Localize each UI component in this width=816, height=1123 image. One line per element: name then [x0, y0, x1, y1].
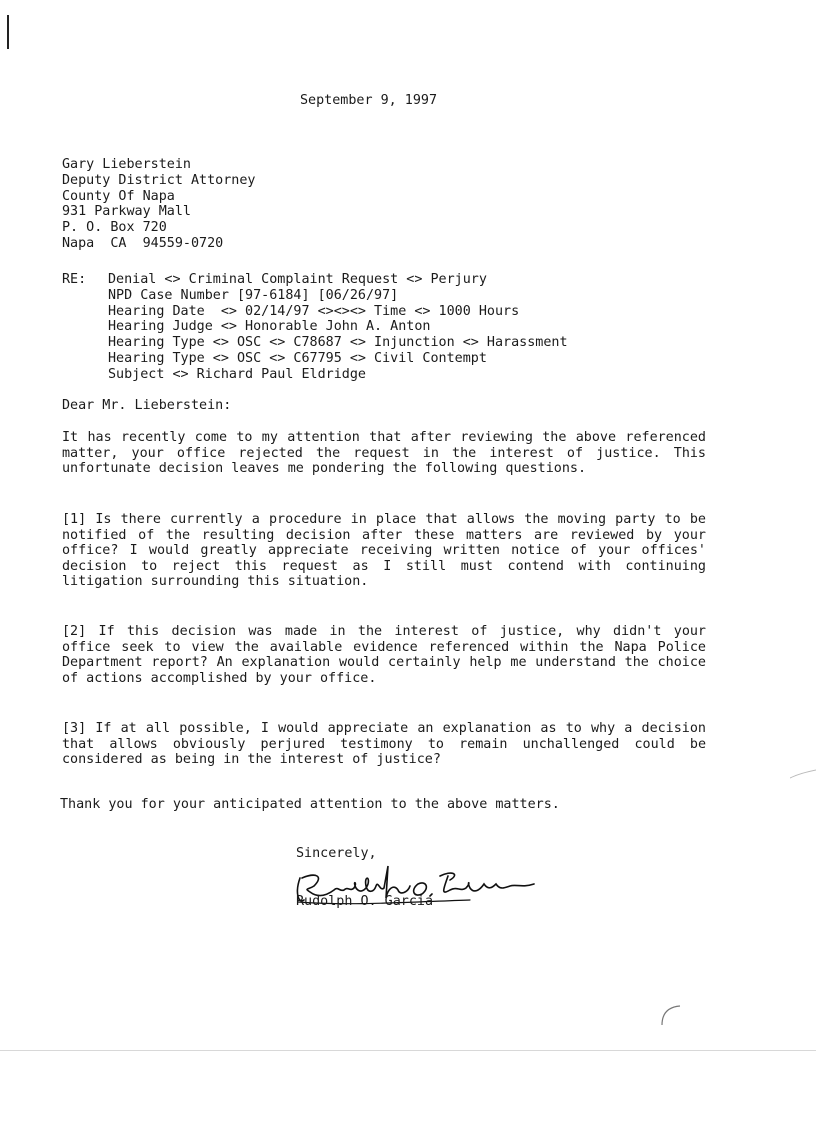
body-paragraph-question-1: [1] Is there currently a procedure in place that allows the moving party to be notified of the resulting decision after these matters are reviewed by your office? I would greatly appreciate receiving written notice of your offices' decision to reject this request as I still must contend with continuing litigation surrounding this situation. — [62, 512, 706, 590]
thank-you-line: Thank you for your anticipated attention to the above matters. — [60, 797, 560, 812]
re-line: Subject <> Richard Paul Eldridge — [108, 366, 366, 382]
re-line: Hearing Type <> OSC <> C67795 <> Civil Contempt — [108, 350, 487, 366]
signer-name: Rudolph O. Garcia — [296, 894, 434, 909]
re-block — [108, 272, 568, 383]
re-label: RE: — [62, 272, 87, 287]
recipient-line: Gary Lieberstein — [62, 157, 191, 172]
recipient-line: County Of Napa — [62, 188, 175, 204]
recipient-address — [62, 157, 255, 252]
re-line: Hearing Type <> OSC <> C78687 <> Injunction <> Harassment — [108, 335, 568, 351]
body-paragraph-question-3: [3] If at all possible, I would appreciate an explanation as to why a decision that allows obviously perjured testimony to remain unchallenged could be considered as being in the interest of justice? — [62, 721, 706, 768]
re-line: Denial <> Criminal Complaint Request <> Perjury — [108, 272, 487, 287]
scan-artifact — [660, 1003, 684, 1027]
recipient-line: P. O. Box 720 — [62, 220, 167, 236]
recipient-line: Deputy District Attorney — [62, 172, 256, 188]
salutation: Dear Mr. Lieberstein: — [62, 398, 232, 413]
recipient-line: 931 Parkway Mall — [62, 204, 191, 220]
closing: Sincerely, — [296, 846, 377, 861]
page-edge — [0, 1050, 816, 1051]
scan-artifact — [790, 768, 816, 780]
re-line: Hearing Date <> 02/14/97 <><><> Time <> 1000 Hours — [108, 303, 520, 319]
margin-mark — [7, 15, 9, 49]
body-paragraph-intro: It has recently come to my attention that after reviewing the above referenced matter, your office rejected the request in the interest of justice. This unfortunate decision leaves me pondering the following questions. — [62, 430, 706, 477]
recipient-line: Napa CA 94559-0720 — [62, 235, 224, 251]
body-paragraph-question-2: [2] If this decision was made in the interest of justice, why didn't your office seek to view the available evidence referenced within the Napa Police Department report? An explanation would certainly help me understand the choice of actions accomplished by your office. — [62, 624, 706, 686]
re-line: NPD Case Number [97-6184] [06/26/97] — [108, 287, 399, 303]
letter-date: September 9, 1997 — [300, 93, 438, 108]
re-line: Hearing Judge <> Honorable John A. Anton — [108, 319, 431, 335]
